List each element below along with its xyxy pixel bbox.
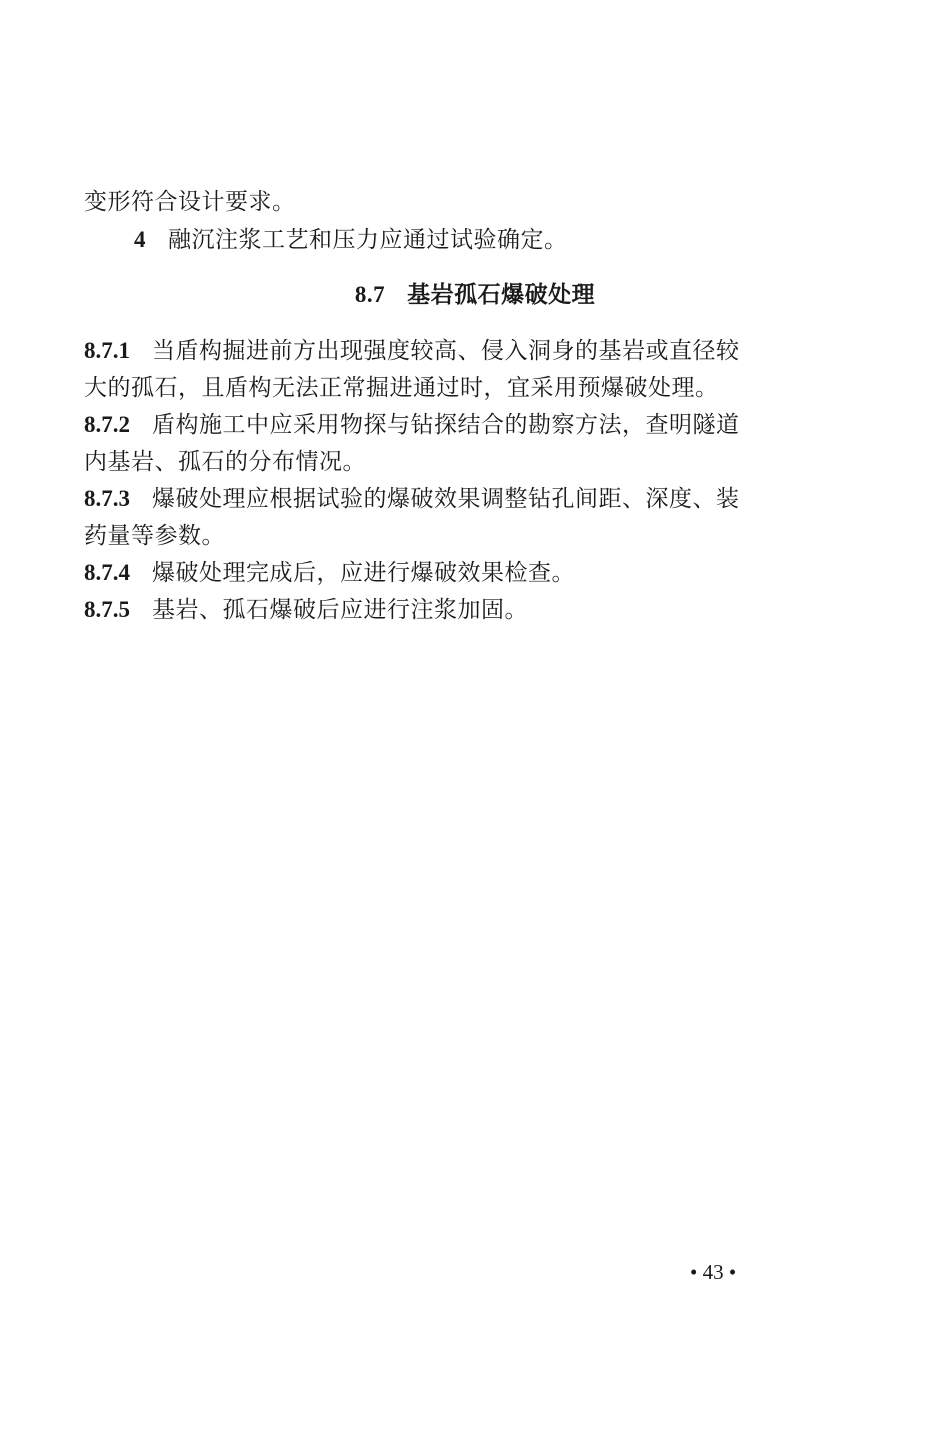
clause-number: 8.7.4 [84,560,130,585]
clause-number: 8.7.1 [84,338,130,363]
clause-8-7-4 [84,558,789,588]
clause-text: 盾构施工中应采用物探与钻探结合的勘察方法，查明隧道 [152,412,740,438]
continuation-line: 变形符合设计要求。 [84,189,296,215]
clause-text: 爆破处理完成后，应进行爆破效果检查。 [152,560,575,586]
clause-8-7-1-line1 [84,336,789,366]
clause-8-7-1-line2: 大的孤石，且盾构无法正常掘进通过时，宜采用预爆破处理。 [84,375,719,401]
item-number: 4 [134,227,146,252]
clause-8-7-3-line1 [84,484,789,514]
clause-number: 8.7.5 [84,597,130,622]
section-heading [0,280,950,310]
clause-text: 当盾构掘进前方出现强度较高、侵入洞身的基岩或直径较 [152,338,740,364]
section-title: 基岩孤石爆破处理 [407,282,596,308]
clause-8-7-5 [84,595,789,625]
item-text: 融沉注浆工艺和压力应通过试验确定。 [168,227,568,253]
clause-number: 8.7.2 [84,412,130,437]
clause-text: 爆破处理应根据试验的爆破效果调整钻孔间距、深度、装 [152,486,740,512]
clause-8-7-2-line2: 内基岩、孤石的分布情况。 [84,449,366,475]
list-item-4 [134,225,839,255]
section-number: 8.7 [354,282,386,307]
page-number: • 43 • [690,1260,737,1284]
clause-number: 8.7.3 [84,486,130,511]
clause-text: 基岩、孤石爆破后应进行注浆加固。 [152,597,528,623]
clause-8-7-2-line1 [84,410,789,440]
clause-8-7-3-line2: 药量等参数。 [84,523,225,549]
